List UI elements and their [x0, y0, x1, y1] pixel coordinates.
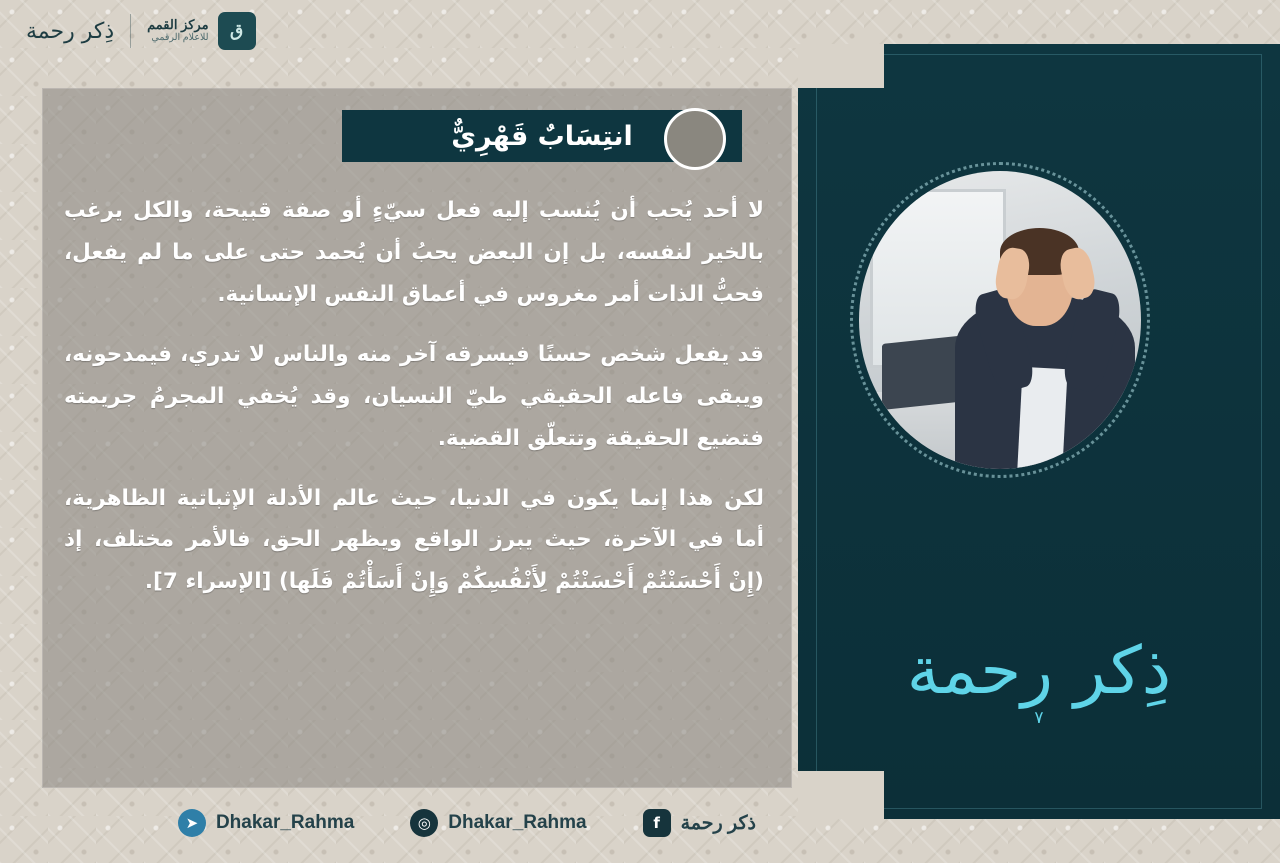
facebook-icon: f — [643, 809, 671, 837]
social-account-instagram[interactable] — [410, 809, 586, 837]
brand-text — [147, 18, 208, 44]
panel-notch-top — [798, 44, 884, 88]
social-account-facebook[interactable] — [643, 809, 756, 837]
telegram-handle: Dhakar_Rahma — [215, 812, 355, 833]
title-decorative-circle — [664, 108, 726, 170]
brand-name-primary: مركز القمم — [147, 17, 209, 33]
panel-logo-number: ٧ — [1034, 708, 1044, 728]
footer-social-bar — [56, 803, 756, 843]
brand-divider — [130, 14, 131, 48]
instagram-handle: Dhakar_Rahma — [448, 812, 587, 833]
panel-logo-text: ذِكر رحمة — [906, 632, 1172, 709]
brand-name-secondary: للاعلام الرقمي — [151, 32, 209, 43]
article-paragraph: قد يفعل شخص حسنًا فيسرقه آخر منه والناس لا تدري، فيمدحونه، ويبقى فاعله الحقيقي طيّ النسيان، وقد يُخفي المجرمُ جريمته فتضيع الحقيقة وتتعلّق القضية. — [64, 341, 764, 451]
article-paragraph: لكن هذا إنما يكون في الدنيا، حيث عالم الأدلة الإثباتية الظاهرية، أما في الآخرة، حيث يبرز الواقع ويظهر الحق، فالأمر مختلف، إذ (إِنْ أَحْسَنْتُمْ أَحْسَنْتُمْ لِأَنْفُسِكُمْ وَإِنْ أَسَأْتُمْ فَلَها) [الإسراء 7]. — [64, 485, 764, 595]
brand-group — [26, 12, 256, 50]
telegram-icon: ➤ — [178, 809, 206, 837]
instagram-icon: ◎ — [410, 809, 438, 837]
social-account-telegram[interactable] — [178, 809, 354, 837]
facebook-handle: ذكر رحمة — [680, 812, 756, 834]
page-title: انتِسَابٌ قَهْرِيٌّ — [451, 120, 633, 152]
panel-notch-bottom — [798, 771, 884, 819]
brand-logo-icon: ق — [218, 12, 256, 50]
article-paragraph: لا أحد يُحب أن يُنسب إليه فعل سيّءٍ أو صفة قبيحة، والكل يرغب بالخير لنفسه، بل إن البعض يحبُ أن يُحمد حتى على ما لم يفعل، فحبُّ الذات أمر مغروس في أعماق النفس الإنسانية. — [64, 198, 764, 307]
brand-mark — [147, 12, 255, 50]
photo-frame — [850, 162, 1150, 478]
photo-stressed-man — [859, 171, 1141, 469]
panel-script-logo — [798, 632, 1280, 728]
brand-script-logo: ذِكر رحمة — [26, 18, 115, 44]
right-panel — [798, 44, 1280, 819]
article-body — [64, 190, 764, 603]
